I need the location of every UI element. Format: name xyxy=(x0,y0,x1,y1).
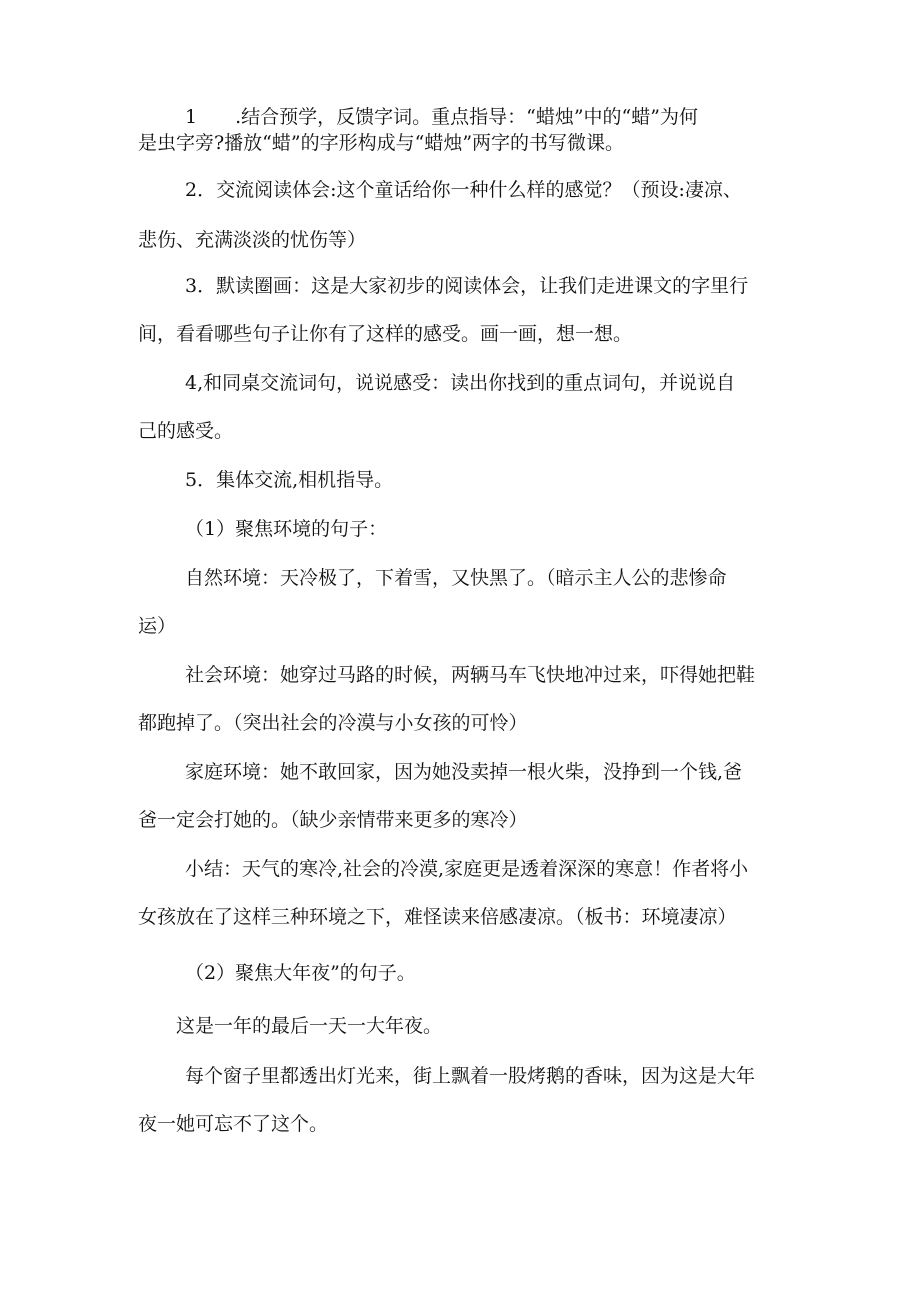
paragraph-5 xyxy=(138,467,798,493)
paragraph-line: （2）聚焦大年夜”的句子。 xyxy=(185,962,416,984)
paragraph-line: 是虫字旁?播放“蜡”的字形构成与“蜡烛”两字的书写微课。 xyxy=(138,132,625,154)
paragraph-line: 小结：天气的寒冷,社会的冷漠,家庭更是透着深深的寒意！作者将小 xyxy=(185,858,749,880)
paragraph-line: 都跑掉了。（突出社会的冷漠与小女孩的可怜） xyxy=(138,712,528,734)
paragraph-line: 间，看看哪些句子让你有了这样的感受。画一画，想一想。 xyxy=(138,323,633,345)
paragraph-line: 自然环境：天冷极了，下着雪，又快黑了。（暗示主人公的悲惨命 xyxy=(185,567,727,589)
paragraph-10 xyxy=(138,856,798,930)
paragraph-line: （1）聚焦环境的句子： xyxy=(185,518,388,540)
paragraph-12 xyxy=(176,1013,836,1039)
paragraph-line: 2．交流阅读体会:这个童话给你一种什么样的感觉？（预设:凄凉、 xyxy=(185,179,742,201)
paragraph-line: 每个窗子里都透出灯光来，街上飘着一股烤鹅的香味，因为这是大年 xyxy=(185,1065,756,1087)
paragraph-line: 5．集体交流,相机指导。 xyxy=(185,469,394,491)
paragraph-line: 社会环境：她穿过马路的时候，两辆马车飞快地冲过来，吓得她把鞋 xyxy=(185,664,756,686)
paragraph-11 xyxy=(138,960,798,986)
paragraph-line: 女孩放在了这样三种环境之下，难怪读来倍感凄凉。（板书：环境凄凉） xyxy=(138,906,737,928)
paragraph-2 xyxy=(138,177,798,253)
paragraph-8 xyxy=(138,662,798,736)
paragraph-line: 4,和同桌交流词句，说说感受：读出你找到的重点词句，并说说自 xyxy=(185,372,736,394)
paragraph-line: 运） xyxy=(138,615,177,637)
paragraph-7 xyxy=(138,565,798,639)
paragraph-3 xyxy=(138,273,798,347)
paragraph-line: 爸一定会打她的。（缺少亲情带来更多的寒冷） xyxy=(138,809,528,831)
paragraph-line: 1 .结合预学，反馈字词。重点指导：“蜡烛”中的“蜡”为何 xyxy=(185,106,698,128)
paragraph-line: 夜一她可忘不了这个。 xyxy=(138,1113,329,1135)
paragraph-line: 这是一年的最后一天一大年夜。 xyxy=(176,1015,443,1037)
paragraph-6 xyxy=(138,516,798,542)
paragraph-line: 己的感受。 xyxy=(138,420,234,442)
paragraph-9 xyxy=(138,759,798,833)
paragraph-1 xyxy=(138,104,798,156)
paragraph-line: 悲伤、充满淡淡的忧伤等） xyxy=(138,229,367,251)
paragraph-line: 3．默读圈画：这是大家初步的阅读体会，让我们走进课文的字里行 xyxy=(185,275,749,297)
paragraph-line: 家庭环境：她不敢回家，因为她没卖掉一根火柴，没挣到一个钱,爸 xyxy=(185,761,743,783)
paragraph-13 xyxy=(138,1063,798,1137)
paragraph-4 xyxy=(138,370,798,444)
